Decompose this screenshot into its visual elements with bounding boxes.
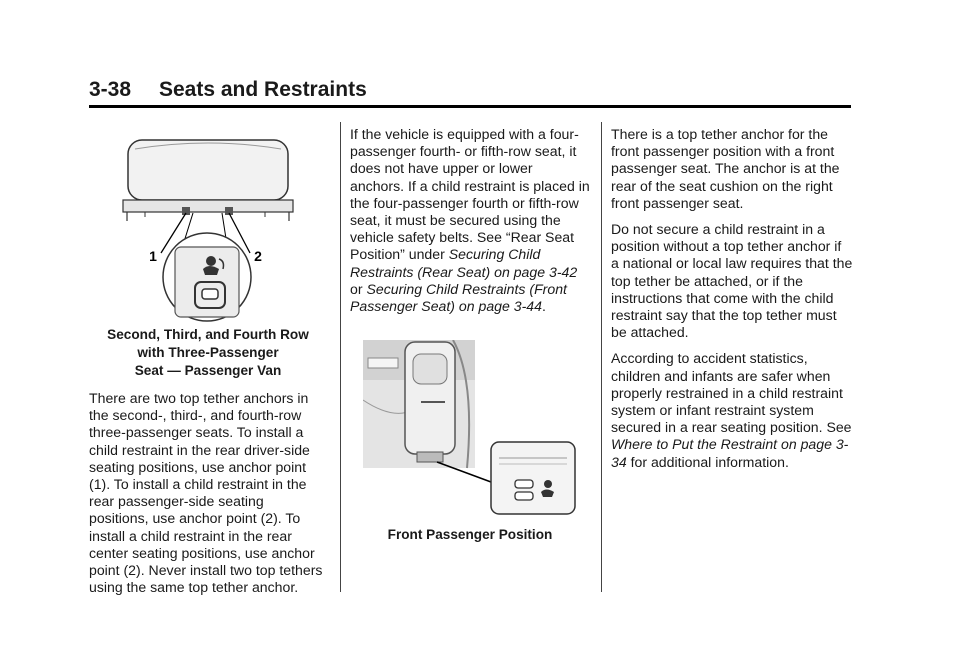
col2-paragraph-text: If the vehicle is equipped with a four-passenger fourth- or fifth-row seat, it does not have upper or lower anchors. If a child restraint is placed in the four-passenger fourth or fifth-row seat, it must be secured using the vehicle safety belts. See “Rear Seat Position” under (350, 126, 590, 263)
figure-label-2: 2 (254, 248, 262, 264)
column-3 (611, 126, 853, 480)
section-title: Seats and Restraints (159, 78, 367, 101)
anchor-inset (491, 442, 575, 514)
link-front-passenger-seat[interactable]: Securing Child Restraints (Front Passenger Seat) on page 3-44 (350, 280, 567, 315)
col3-paragraph-1: There is a top tether anchor for the front passenger position with a front passenger seat. The anchor is at the rear of the seat cushion on the right front passenger seat. (611, 126, 840, 211)
page-number: 3-38 (89, 78, 132, 101)
col3-paragraph-2: Do not secure a child restraint in a position without a top tether anchor if a national or local law requires that the top tether be attached, or if the instructions that come with the child restraint say that the top tether must be attached. (611, 221, 853, 341)
column-divider-1 (340, 122, 341, 592)
col1-paragraph: There are two top tether anchors in the second-, third-, and fourth-row three-passenger seats. To install a child restraint in the rear driver-side seating positions, use anchor point (1). To install a child restraint in the rear passenger-side seating positions, use anchor point (2). To install a child restraint in the rear center seating positions, use anchor point (2). Never install two top tethers using the same top tether anchor. (89, 390, 323, 596)
caption-line-3: Seat — Passenger Van (134, 363, 282, 378)
caption-line-1: Second, Third, and Fourth Row (107, 327, 309, 342)
front-passenger-illustration (363, 340, 579, 520)
column-1 (89, 126, 327, 605)
header-rule (89, 105, 851, 108)
link-rear-seat[interactable]: Securing Child Restraints (Rear Seat) on page 3-42 (350, 246, 578, 280)
col2-paragraph-end: . (541, 298, 546, 315)
figure-caption-1 (89, 326, 327, 380)
header-row (89, 78, 367, 102)
figure-caption-2-wrap (350, 526, 590, 544)
link-where-to-put-restraint[interactable]: Where to Put the Restraint on page 3-34 (611, 436, 849, 470)
col2-paragraph-mid: or (350, 280, 367, 297)
col3-paragraph-3-text: According to accident statistics, children and infants are safer when properly restrained in a child restraint system or infant restraint system secured in a rear seating position. See (611, 350, 852, 436)
col3-paragraph-3-end: for additional information. (626, 453, 789, 470)
front-passenger-figure (363, 340, 579, 520)
col2-paragraph (350, 126, 590, 315)
caption-line-2: with Three-Passenger (137, 345, 279, 360)
column-divider-2 (601, 122, 602, 592)
column-2 (350, 126, 590, 324)
figure-caption-2: Front Passenger Position (387, 527, 553, 542)
figure-label-1: 1 (149, 248, 157, 264)
col3-paragraph-3 (611, 350, 853, 470)
